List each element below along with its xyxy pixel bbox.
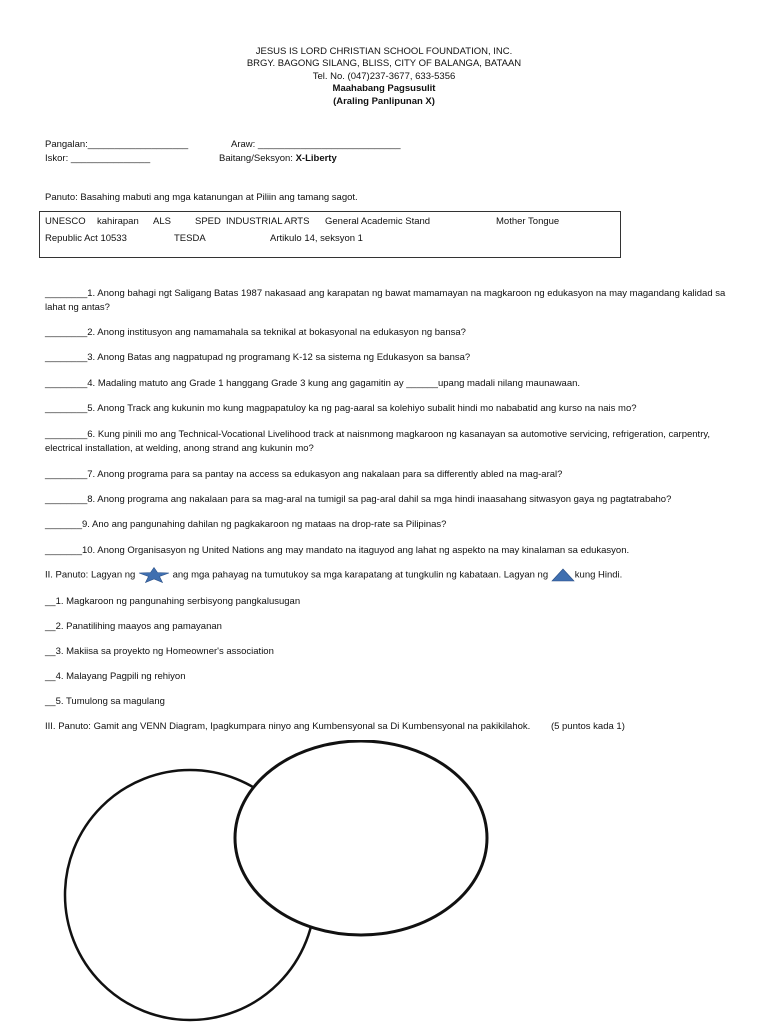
question-3: ________3. Anong Batas ang nagpatupad ng programang K-12 sa sistema ng Edukasyon sa bansa? <box>45 352 471 363</box>
part3-points: (5 puntos kada 1) <box>550 721 625 732</box>
baitang-label: Baitang/Seksyon: <box>219 153 296 164</box>
part2-post: kung Hindi. <box>574 569 623 581</box>
part2-mid: ang mga pahayag na tumutukoy sa mga karapatang at tungkulin ng kabataan. Lagyan ng <box>172 569 549 581</box>
baitang-value: X-Liberty <box>295 153 337 164</box>
question-4: ________4. Madaling matuto ang Grade 1 hanggang Grade 3 kung ang gagamitin ay ______upang madali nilang maunawaan. <box>45 378 581 389</box>
exam-subject: (Araling Panlipunan X) <box>333 95 435 107</box>
venn-diagram <box>0 740 768 1024</box>
part2-item-2: __2. Panatilihing maayos ang pamayanan <box>45 621 222 632</box>
choice-item: Artikulo 14, seksyon 1 <box>270 233 363 244</box>
choice-item: kahirapan <box>97 216 139 227</box>
choice-item: Mother Tongue <box>496 216 560 227</box>
baitang-field <box>219 153 337 164</box>
iskor-field: Iskor: _______________ <box>45 153 151 164</box>
part2-pre: II. Panuto: Lagyan ng <box>45 569 136 581</box>
choice-item: General Academic Stand <box>325 216 431 227</box>
question-6: ________6. Kung pinili mo ang Technical-Vocational Livelihood track at naisnmong magkaroon ng kasanayan sa automotive servicing, refrigeration, carpentry, electrical installation, at welding, anong strand ang kukunin mo? <box>45 429 711 454</box>
choice-item: Republic Act 10533 <box>45 233 127 244</box>
part2-item-5: __5. Tumulong sa magulang <box>45 696 165 707</box>
araw-field: Araw: ___________________________ <box>231 139 401 150</box>
choice-item: ALS <box>153 216 171 227</box>
school-tel: Tel. No. (047)237-3677, 633-5356 <box>312 70 456 82</box>
panuto-1: Panuto: Basahing mabuti ang mga katanungan at Piliin ang tamang sagot. <box>45 192 358 203</box>
document-header <box>0 46 768 108</box>
pangalan-field: Pangalan:___________________ <box>45 139 189 150</box>
part2-instruction <box>45 567 735 583</box>
triangle-icon <box>551 568 575 582</box>
part2-item-1: __1. Magkaroon ng pangunahing serbisyong pangkalusugan <box>45 596 301 607</box>
exam-title: Maahabang Pagsusulit <box>332 83 436 95</box>
part2-item-3: __3. Makiisa sa proyekto ng Homeowner's association <box>45 646 274 657</box>
question-9: _______9. Ano ang pangunahing dahilan ng pagkakaroon ng mataas na drop-rate sa Pilipinas? <box>45 519 447 530</box>
school-address: BRGY. BAGONG SILANG, BLISS, CITY OF BALANGA, BATAAN <box>246 58 522 70</box>
choice-item: SPED <box>195 216 221 227</box>
part2-item-4: __4. Malayang Pagpili ng rehiyon <box>45 671 186 682</box>
question-10: _______10. Anong Organisasyon ng United Nations ang may mandato na itaguyod ang lahat ng aspekto na may kinalaman sa edukasyon. <box>45 545 630 556</box>
star-icon <box>138 567 170 583</box>
question-7: ________7. Anong programa para sa pantay na access sa edukasyon ang nakalaan para sa differently abled na mag-aral? <box>45 469 563 480</box>
question-2: ________2. Anong institusyon ang namamahala sa teknikal at bokasyonal na edukasyon ng bansa? <box>45 327 466 338</box>
question-5: ________5. Anong Track ang kukunin mo kung magpapatuloy ka ng pag-aaral sa kolehiyo subalit hindi mo nababatid ang kurso na nais mo? <box>45 403 637 414</box>
school-name: JESUS IS LORD CHRISTIAN SCHOOL FOUNDATION, INC. <box>255 46 513 57</box>
part3-instruction <box>45 720 735 734</box>
choice-item: UNESCO <box>45 216 86 227</box>
choices-box <box>39 211 621 258</box>
question-1: ________1. Anong bahagi ngt Saligang Batas 1987 nakasaad ang karapatan ng bawat mamamayan na magkaroon ng edukasyon na may magandang kalidad sa lahat ng antas? <box>45 288 726 313</box>
choice-item: INDUSTRIAL ARTS <box>226 216 310 227</box>
part3-text: III. Panuto: Gamit ang VENN Diagram, Ipagkumpara ninyo ang Kumbensyonal sa Di Kumbensyonal na pakikilahok. <box>45 721 531 732</box>
choice-item: TESDA <box>174 233 206 244</box>
question-8: ________8. Anong programa ang nakalaan para sa mag-aral na tumigil sa pag-aral dahil sa mga hindi inaasahang sitwasyon gaya ng pagtatrabaho? <box>45 494 672 505</box>
venn-circle-right <box>235 741 487 935</box>
